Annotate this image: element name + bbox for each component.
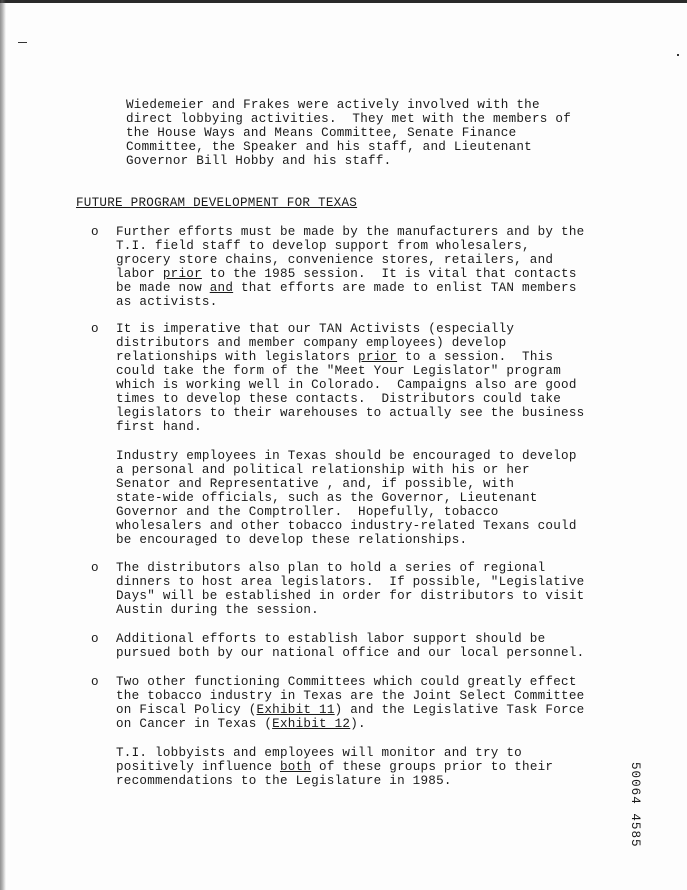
text-line: Governor and the Comptroller. Hopefully, tobacco (116, 505, 499, 519)
text-line: It is imperative that our TAN Activists (especially (116, 322, 515, 336)
text-line: on Fiscal Policy (Exhibit 11) and the Legislative Task Force (116, 703, 585, 717)
text-line: Wiedemeier and Frakes were actively involved with the (126, 98, 540, 112)
underlined-word: both (279, 760, 312, 774)
text-line: dinners to host area legislators. If possible, "Legislative (116, 575, 585, 589)
text-line: T.I. field staff to develop support from wholesalers, (116, 239, 530, 253)
text-line: pursued both by our national office and our local personnel. (116, 646, 585, 660)
text-line: on Cancer in Texas (Exhibit 12). (116, 717, 366, 731)
exhibit-reference: Exhibit 11 (256, 703, 335, 717)
text-line: as activists. (116, 295, 218, 309)
text-line: be encouraged to develop these relationships. (116, 533, 468, 547)
exhibit-reference: Exhibit 12 (272, 717, 351, 731)
underlined-word: prior (162, 267, 202, 281)
text-line: The distributors also plan to hold a series of regional (116, 561, 546, 575)
text-line: Committee, the Speaker and his staff, and Lieutenant (126, 140, 532, 154)
scan-top-border (0, 0, 687, 3)
bullet-marker: o (91, 225, 99, 239)
text-line: Governor Bill Hobby and his staff. (126, 154, 392, 168)
text-line: first hand. (116, 420, 202, 434)
bullet-marker: o (91, 561, 99, 575)
text-line: distributors and member company employees) develop (116, 336, 507, 350)
text-line: be made now and that efforts are made to enlist TAN members (116, 281, 577, 295)
text-line: positively influence both of these groups prior to their (116, 760, 554, 774)
scan-mark (18, 42, 27, 43)
text-line: grocery store chains, convenience stores, retailers, and (116, 253, 554, 267)
scan-left-edge (0, 0, 6, 890)
text-line: state-wide officials, such as the Governor, Lieutenant (116, 491, 538, 505)
text-line: T.I. lobbyists and employees will monitor and try to (116, 746, 522, 760)
text-line: the House Ways and Means Committee, Senate Finance (126, 126, 517, 140)
text-line: Industry employees in Texas should be encouraged to develop (116, 449, 577, 463)
text-line: direct lobbying activities. They met with the members of (126, 112, 572, 126)
bullet-marker: o (91, 632, 99, 646)
text-line: times to develop these contacts. Distributors could take (116, 392, 562, 406)
bullet-marker: o (91, 675, 99, 689)
underlined-word: and (209, 281, 234, 295)
text-line: Additional efforts to establish labor support should be (116, 632, 546, 646)
bullet-marker: o (91, 322, 99, 336)
section-heading: FUTURE PROGRAM DEVELOPMENT FOR TEXAS (76, 196, 358, 210)
text-line: Senator and Representative , and, if possible, with (116, 477, 515, 491)
text-line: legislators to their warehouses to actually see the business (116, 406, 585, 420)
text-line: recommendations to the Legislature in 1985. (116, 774, 452, 788)
text-line: Two other functioning Committees which could greatly effect (116, 675, 577, 689)
bates-number: 50064 4585 (628, 762, 642, 848)
text-line: Further efforts must be made by the manufacturers and by the (116, 225, 585, 239)
text-line: could take the form of the "Meet Your Legislator" program (116, 364, 562, 378)
text-line: a personal and political relationship with his or her (116, 463, 530, 477)
text-line: wholesalers and other tobacco industry-related Texans could (116, 519, 577, 533)
text-line: Days" will be established in order for distributors to visit (116, 589, 585, 603)
text-line: the tobacco industry in Texas are the Joint Select Committee (116, 689, 585, 703)
text-line: Austin during the session. (116, 603, 319, 617)
scan-mark (677, 54, 679, 56)
text-line: labor prior to the 1985 session. It is vital that contacts (116, 267, 577, 281)
text-line: which is working well in Colorado. Campaigns also are good (116, 378, 577, 392)
text-line: relationships with legislators prior to a session. This (116, 350, 554, 364)
underlined-word: prior (358, 350, 398, 364)
